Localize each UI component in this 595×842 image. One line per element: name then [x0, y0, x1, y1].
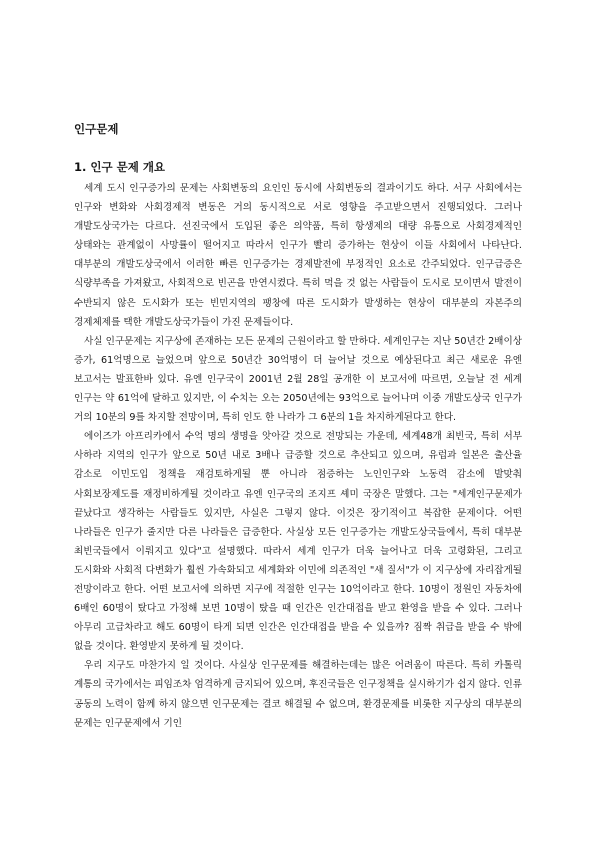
- paragraph-4: 우리 지구도 마찬가지 일 것이다. 사실상 인구문제를 해결하는데는 많은 어려움이 따른다. 특히 카톨릭 계통의 국가에서는 피임조차 엄격하게 금지되어 있으며, 후진국들은 인구정책을 실시하기가 쉽지 않다. 인류 공동의 노력이 함께 하지 않으면 인구문제는 결코 해결될 수 없으며, 환경문제를 비롯한 지구상의 대부분의 문제는 인구문제에서 기인: [74, 660, 522, 729]
- document-title: 인구문제: [74, 122, 119, 136]
- paragraph-1: 세계 도시 인구증가의 문제는 사회변동의 요인인 동시에 사회변동의 결과이기도 하다. 서구 사회에서는 인구와 변화와 사회경제적 변동은 거의 동시적으로 서로 영향을 주고받으면서 진행되었다. 그러나 개발도상국가는 다르다. 선진국에서 도입된 좋은 의약품, 특히 항생제의 대량 유통으로 사회경제적인 상태와는 관계없이 사망률이 떨어지고 따라서 인구가 빨리 증가하는 현상이 이들 사회에서 나타난다. 대부분의 개발도상국에서 이러한 빠른 인구증가는 경제발전에 부정적인 요소로 간주되었다. 인구급증은 식량부족을 가져왔고, 사회적으로 빈곤을 만연시켰다. 특히 먹을 것 없는 사람들이 도시로 모이면서 발전이 수반되지 않은 도시화가 또는 빈민지역의 팽창에 따른 도시화가 발생하는 현상이 대부분의 자본주의 경제체제를 택한 개발도상국가들이 가진 문제들이다.: [74, 183, 522, 328]
- paragraph-3: 에이즈가 아프리카에서 수억 명의 생명을 앗아갈 것으로 전망되는 가운데, 세계48개 최빈국, 특히 서부 사하라 지역의 인구가 앞으로 50년 내로 3배나 급증할 것으로 추산되고 있으며, 유럽과 일본은 출산율 감소로 이민도입 정책을 재검토하게될 뿐 아니라 점증하는 노인인구와 노동력 감소에 발맞춰 사회보장제도를 재정비하게될 것이라고 유엔 인구국의 조지프 셰미 국장은 말했다. 그는 "세계인구문제가 끝났다고 생각하는 사람들도 있지만, 사실은 그렇지 않다. 이것은 장기적이고 복잡한 문제이다. 어떤 나라들은 인구가 줄지만 다른 나라들은 급증한다. 사실상 모든 인구증가는 개발도상국들에서, 특히 대부분 최빈국들에서 이뤄지고 있다"고 설명했다. 따라서 세계 인구가 더욱 늘어나고 더욱 고령화된, 그리고 도시화와 사회적 다변화가 훨씬 가속화되고 세계화와 이민에 의존적인 "새 질서"가 이 지구상에 자리잡게될 전망이라고 한다. 어떤 보고서에 의하면 지구에 적절한 인구는 10억이라고 한다. 10명이 정원인 자동차에 6배인 60명이 탔다고 가정해 보면 10명이 탔을 때 인간은 인간대접을 받고 환영을 받을 수 있다. 그러나 아무리 고급차라고 해도 60명이 타게 되면 인간은 인간대접을 받을 수 있을까? 짐짝 취급을 받을 수 밖에 없을 것이다. 환영받지 못하게 될 것이다.: [74, 431, 522, 653]
- paragraph-2: 사실 인구문제는 지구상에 존재하는 모든 문제의 근원이라고 할 만하다. 세계인구는 지난 50년간 2배이상 증가, 61억명으로 늘었으며 앞으로 50년간 30억명이 더 늘어날 것으로 예상된다고 최근 새로운 유엔 보고서는 발표한바 있다. 유엔 인구국이 2001년 2월 28일 공개한 이 보고서에 따르면, 오늘날 전 세계 인구는 약 61억에 달하고 있지만, 이 수치는 오는 2050년에는 93억으로 늘어나며 이중 개발도상국 인구가 거의 10분의 9를 차지할 전망이며, 특히 인도 한 나라가 그 6분의 1을 차지하게된다고 한다.: [74, 335, 522, 424]
- section-heading: 1. 인구 문제 개요: [74, 160, 166, 174]
- body-text: [74, 179, 522, 733]
